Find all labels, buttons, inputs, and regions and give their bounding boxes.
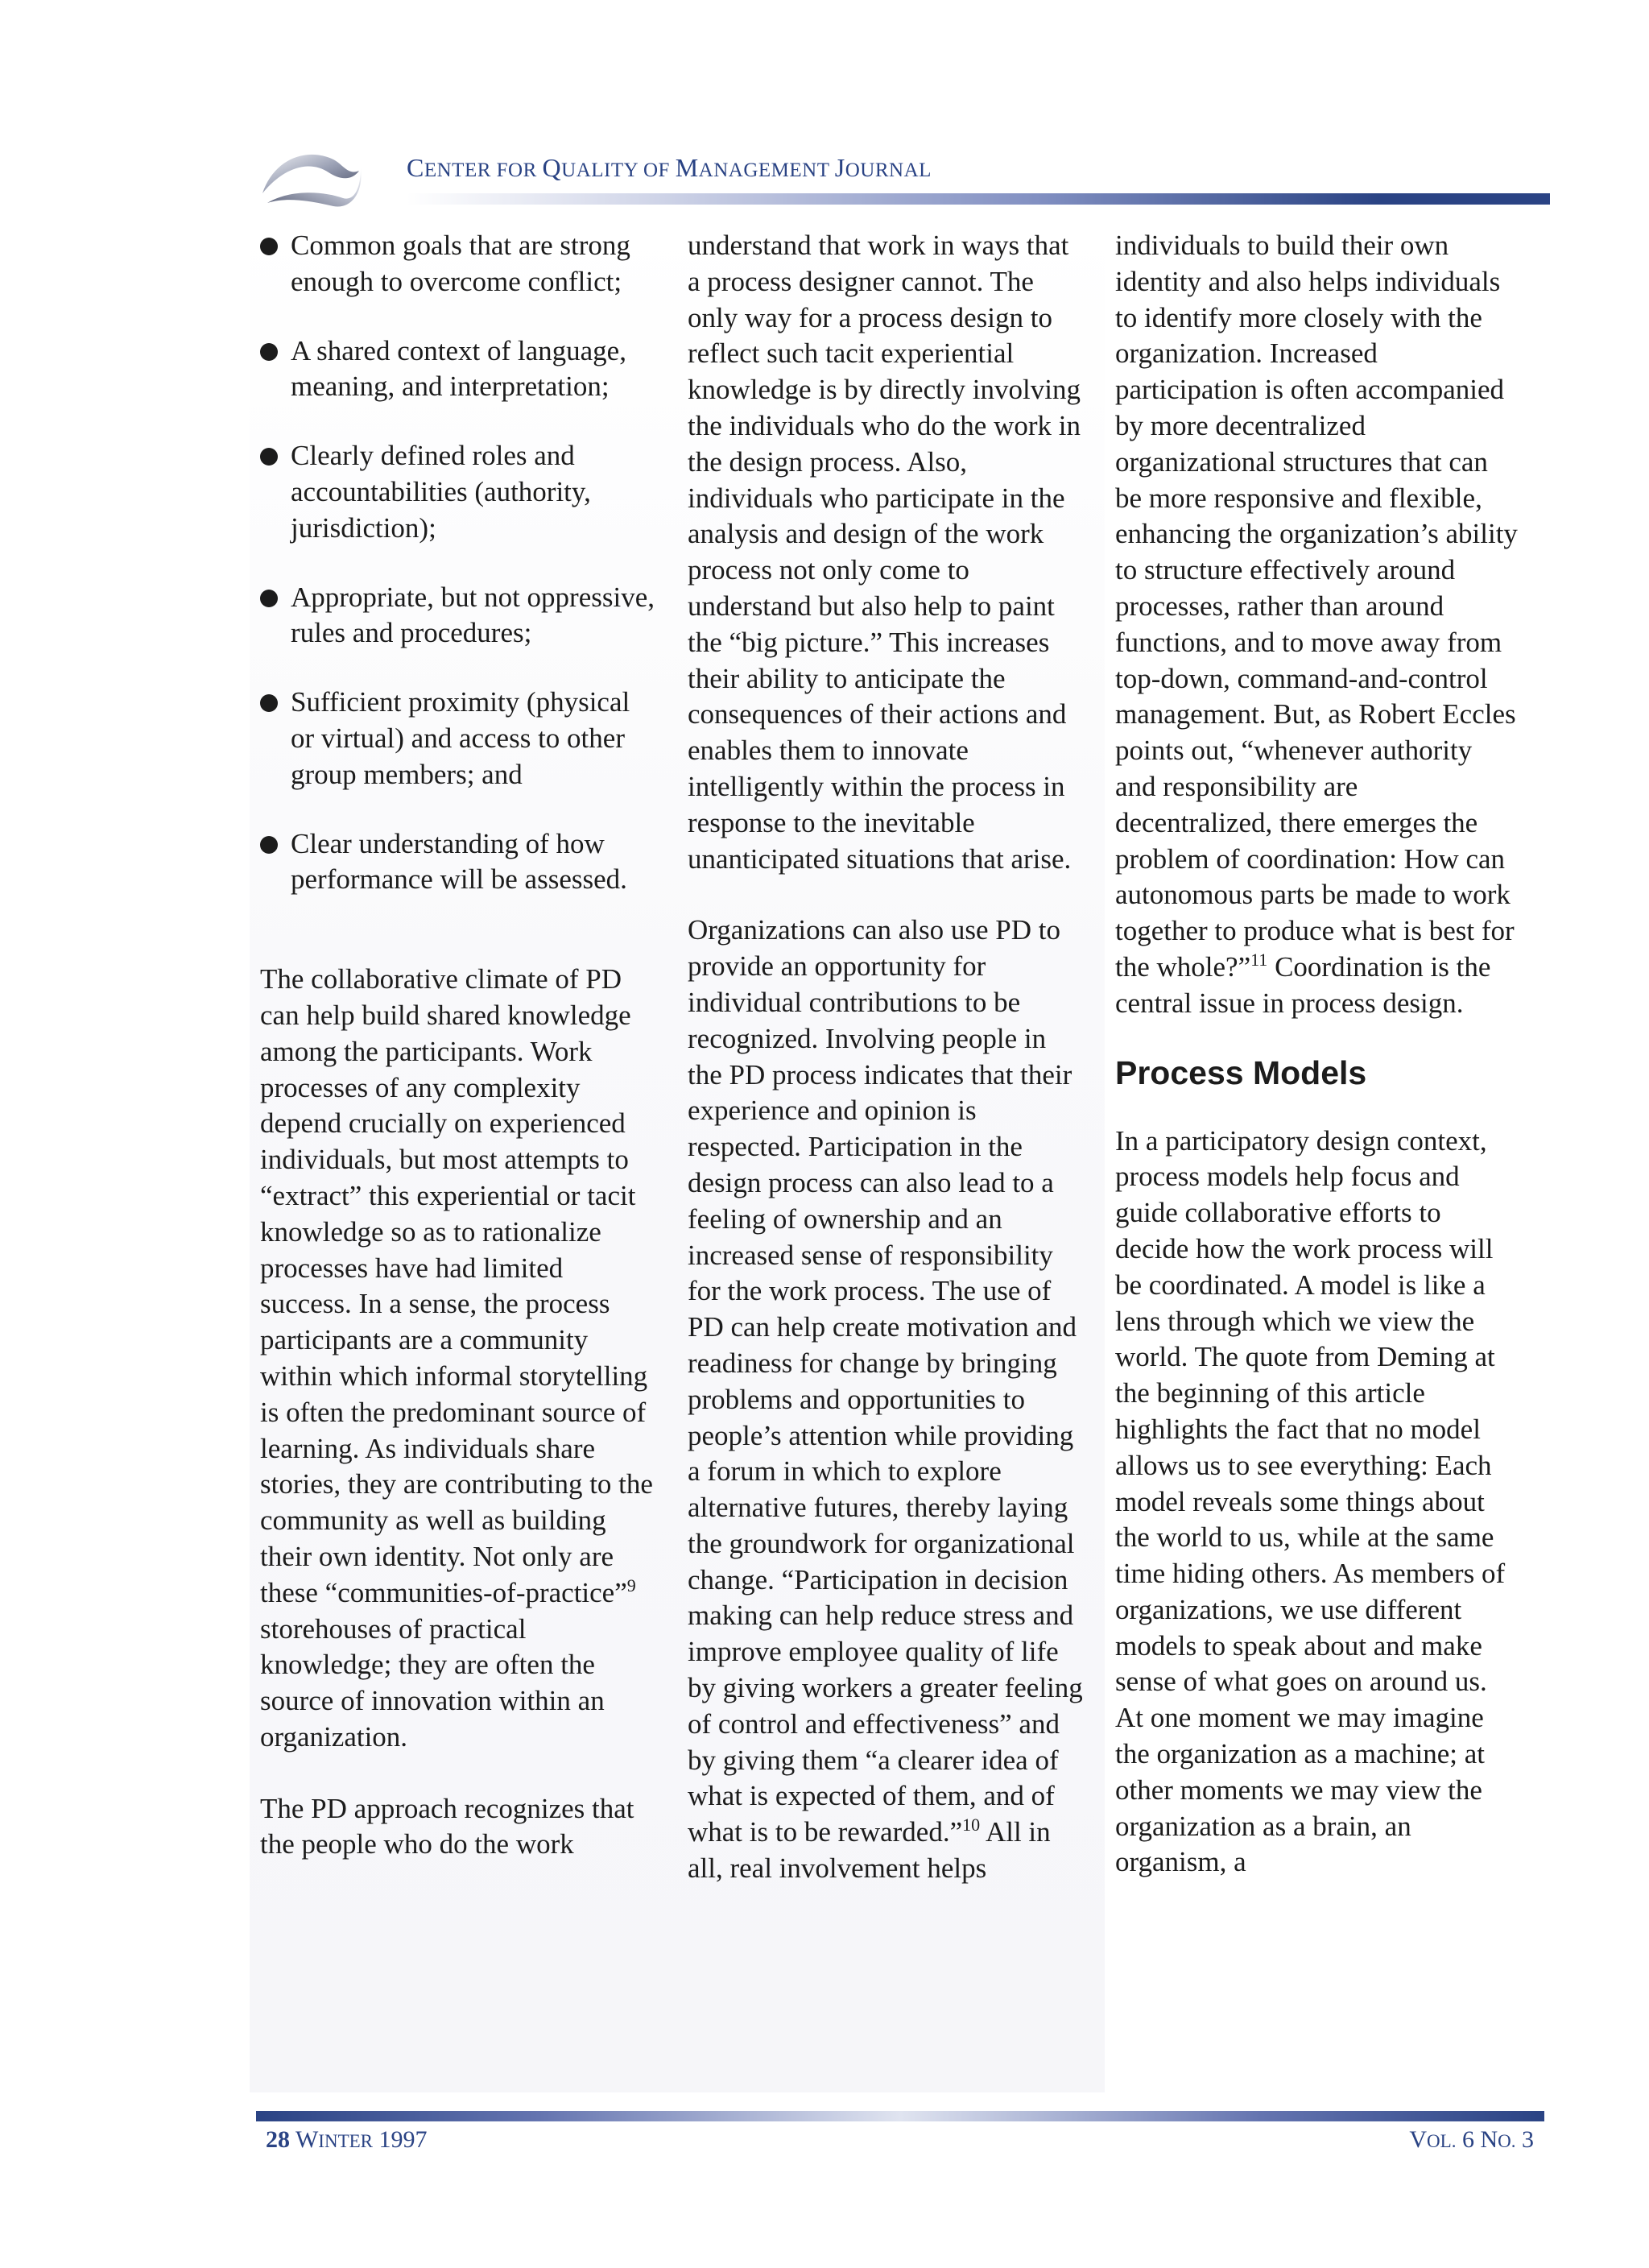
list-item: Clear understanding of how performance will be assessed. xyxy=(260,826,656,899)
paragraph: Organizations can also use PD to provide an opportunity for individual contributions to be recognized. Involving people in the PD process indicates that their experience and opinion is respected. Participation in the design process can also lead to a feeling of ownership and an increased sense of responsibility for the work process. The use of PD can help create motivation and readiness for change by bringing problems and opportunities to people’s attention while providing a forum in which to explore alternative futures, thereby laying the groundwork for organizational change. “Participation in decision making can help reduce stress and improve employee quality of life by giving workers a greater feeling of control and effectiveness” and by giving them “a clearer idea of what is expected of them, and of what is to be rewarded.”$^{10}$ All in all, real involvement helps xyxy=(688,914,1083,1885)
bullet-icon xyxy=(260,448,278,466)
column-2 xyxy=(688,228,1084,1887)
paragraph: The collaborative climate of PD can help build shared knowledge among the participants. Work processes of any complexity depend crucially on experienced individuals, but most attempts to “extract” this experiential or tacit knowledge so as to rationalize processes have had limited success. In a sense, the process participants are a community within which informal storytelling is often the predominant source of learning. As individuals share stories, they are contributing to the community as well as building their own identity. Not only are these “communities-of-practice”$^9$ storehouses of practical knowledge; they are often the source of innovation within an organization. xyxy=(260,963,653,1753)
bullet-icon xyxy=(260,343,278,361)
bullet-list xyxy=(260,228,656,898)
bullet-icon xyxy=(260,694,278,712)
footnote-ref: 9 xyxy=(626,1575,636,1595)
list-item: A shared context of language, meaning, and interpretation; xyxy=(260,333,656,406)
journal-logo-icon xyxy=(259,143,364,209)
list-item: Clearly defined roles and accountabilities (authority, jurisdiction); xyxy=(260,438,656,546)
paragraph: individuals to build their own identity and also helps individuals to identify more closely with the organization. Increased participation is often accompanied by more decentralized organizational structures that can be more responsive and flexible, enhancing the organization’s ability to structure effectively around processes, rather than around functions, and to move away from top-down, command-and-control management. But, as Robert Eccles points out, “whenever authority and responsibility are decentralized, there emerges the problem of coordination: How can autonomous parts be made to work together to produce what is best for the whole?”$^{11}$ Coordination is the central issue in process design. xyxy=(1115,230,1518,1019)
bullet-icon xyxy=(260,836,278,854)
journal-title: CENTER FOR QUALITY OF MANAGEMENT JOURNAL xyxy=(407,153,932,182)
footer-volume: VOL. 6 NO. 3 xyxy=(1409,2126,1534,2153)
paragraph: understand that work in ways that a process designer cannot. The only way for a process design to reflect such tacit experiential knowledge is by directly involving the individuals who do the work in the design process. Also, individuals who participate in the analysis and design of the work process not only come to understand but also help to paint the “big picture.” This increases their ability to anticipate the consequences of their actions and enables them to innovate intelligently within the process in response to the inevitable unanticipated situations that arise. xyxy=(688,230,1081,875)
column-1 xyxy=(260,228,656,1863)
footnote-ref: 10 xyxy=(962,1815,981,1836)
list-item: Common goals that are strong enough to overcome conflict; xyxy=(260,228,656,300)
footer-issue-left: 28 WINTER 1997 xyxy=(266,2126,428,2153)
footnote-ref: 11 xyxy=(1250,949,1268,970)
paragraph: In a participatory design context, process models help focus and guide collaborative efforts to decide how the work process will be coordinated. A model is like a lens through which we view the world. The quote from Deming at the beginning of this article highlights the fact that no model allows us to see everything: Each model reveals some things about the world to us, while at the same time hiding others. As members of organizations, we use different models to speak about and make sense of what goes on around us. At one moment we may imagine the organization as a machine; at other moments we may view the organization as a brain, an organism, a xyxy=(1115,1124,1506,1878)
bullet-icon xyxy=(260,238,278,255)
list-item: Appropriate, but not oppressive, rules and procedures; xyxy=(260,580,656,652)
paragraph: The PD approach recognizes that the people who do the work xyxy=(260,1792,634,1860)
bullet-icon xyxy=(260,590,278,607)
page-number: 28 xyxy=(266,2126,290,2153)
column-3 xyxy=(1115,228,1518,1881)
footer-rule xyxy=(256,2111,1544,2121)
list-item: Sufficient proximity (physical or virtual) and access to other group members; and xyxy=(260,685,656,793)
section-heading: Process Models xyxy=(1115,1053,1367,1091)
header-rule xyxy=(407,193,1550,205)
